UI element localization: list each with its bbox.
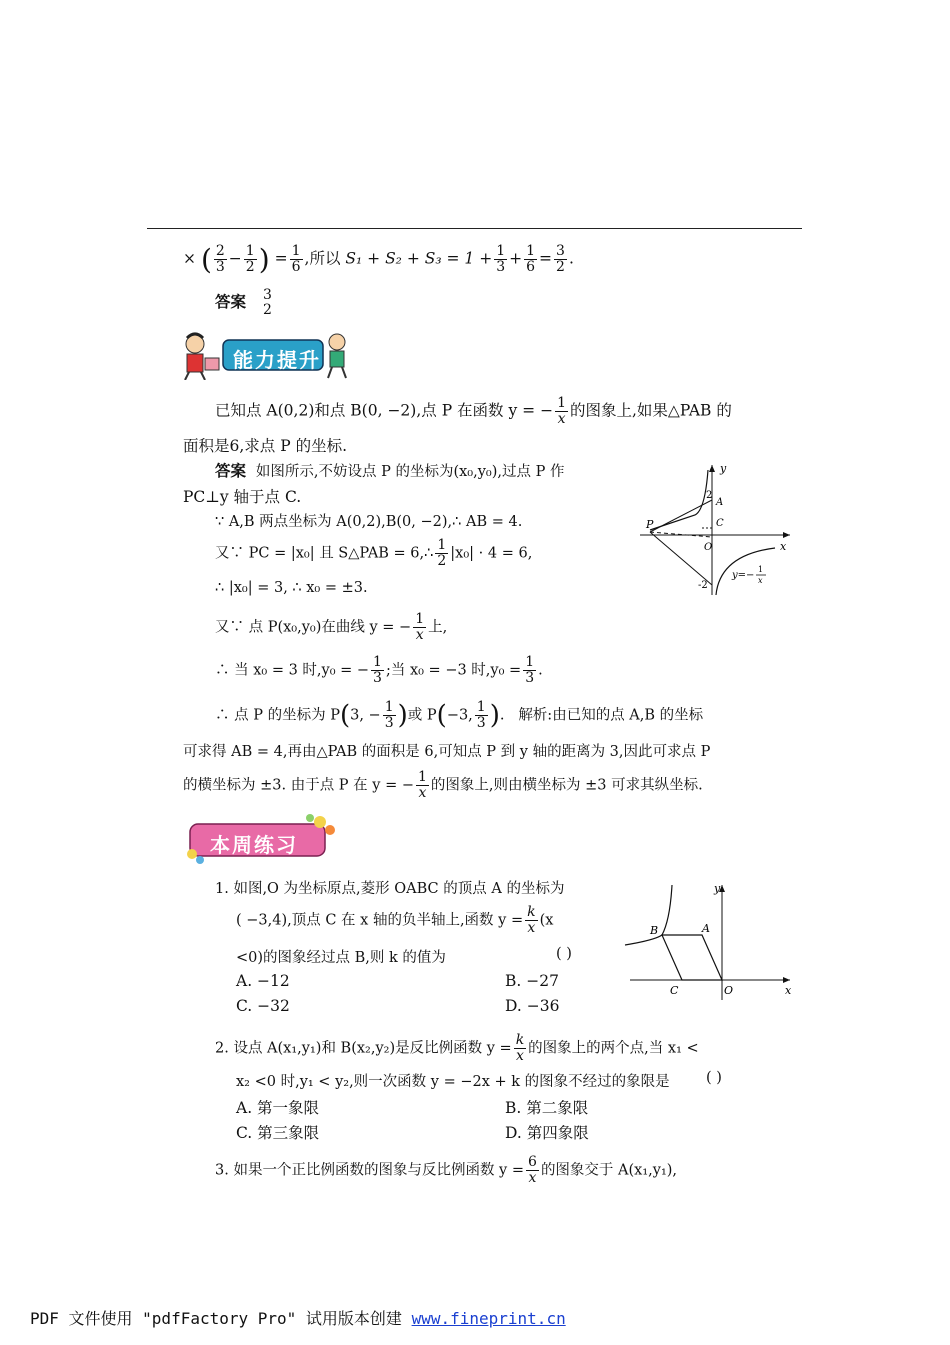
fig1-curve-den: x: [758, 576, 763, 585]
solution-line-10: 的横坐标为 ±3. 由于点 P 在 y = − $\frac{1}{x}$ 的图象上,则由横坐标为 ±3 可求其纵坐标.: [183, 769, 703, 801]
solution-line-6: 又∵ 点 P(x₀,y₀)在曲线 y = − $\frac{1}{x}$ 上,: [215, 611, 448, 643]
solution-line-9: 可求得 AB = 4,再由△PAB 的面积是 6,可知点 P 到 y 轴的距离为 3,因此可求点 P: [183, 744, 711, 760]
q2-option-a[interactable]: A. 第一象限: [236, 1099, 320, 1117]
fig1-tick-neg2: -2: [698, 580, 708, 591]
q1-option-b[interactable]: B. −27: [505, 972, 559, 990]
fig1-origin: O: [704, 542, 713, 553]
fig1-curve-label: y=−: [732, 570, 755, 581]
q1-line-1: 1. 如图,O 为坐标原点,菱形 OABC 的顶点 A 的坐标为: [215, 881, 565, 897]
fig2-point-b: B: [650, 924, 659, 937]
footer-text: PDF 文件使用 "pdfFactory Pro" 试用版本创建: [30, 1309, 402, 1328]
q2-option-d[interactable]: D. 第四象限: [505, 1124, 589, 1142]
answer-1: 答案 3 2: [215, 287, 272, 318]
fig2-point-a: A: [702, 922, 710, 935]
solution-line-5: ∴ |x₀| = 3, ∴ x₀ = ±3.: [215, 580, 368, 596]
figure-rhombus: [620, 880, 795, 1005]
q2-paren: ( ): [706, 1070, 722, 1086]
fig1-point-c: C: [716, 518, 724, 529]
fig1-y-label: y: [720, 462, 727, 475]
solution-line-3: ∵ A,B 两点坐标为 A(0,2),B(0, −2),∴ AB = 4.: [215, 514, 523, 530]
q1-line-3: <0)的图象经过点 B,则 k 的值为: [236, 950, 446, 966]
answer-label: 答案: [215, 293, 247, 311]
fig2-origin: O: [724, 984, 734, 997]
fig2-point-c: C: [670, 984, 679, 997]
fig2-x-label: x: [785, 984, 792, 997]
banner-weekly: [180, 810, 340, 866]
pdf-footer: [30, 1306, 566, 1329]
prev-solution-line: × ( $\frac{2}{3}$ − $\frac{1}{2}$ ) = $\frac{1}{6}$ ,所以 S₁ + S₂ + S₃ = 1 + $\frac{1}{3}$ + $\frac{1}{6}$ = $\frac{3}{2}$ .: [183, 243, 574, 276]
fig2-y-label: y: [714, 882, 721, 895]
fig1-point-a: A: [716, 497, 724, 508]
q3-line-1: 3. 如果一个正比例函数的图象与反比例函数 y = $\frac{6}{x}$ 的图象交于 A(x₁,y₁),: [215, 1154, 678, 1186]
q2-line-2: x₂ <0 时,y₁ < y₂,则一次函数 y = −2x + k 的图象不经过的象限是: [236, 1074, 670, 1090]
fig1-tick-2: 2: [706, 490, 713, 501]
footer-link[interactable]: www.fineprint.cn: [411, 1309, 566, 1328]
q2-option-b[interactable]: B. 第二象限: [505, 1099, 589, 1117]
solution-line-8: ∴ 点 P 的坐标为 P(3, − $\frac{1}{3}$ )或 P(−3, $\frac{1}{3}$ ). 解析:由已知的点 A,B 的坐标: [215, 699, 704, 731]
solution-line-1: 答案 如图所示,不妨设点 P 的坐标为(x₀,y₀),过点 P 作: [215, 462, 565, 480]
figure-hyperbola: [640, 460, 800, 600]
q1-option-d[interactable]: D. −36: [505, 997, 560, 1015]
solution-line-4: 又∵ PC = |x₀| 且 S△PAB = 6,∴ $\frac{1}{2}$ |x₀| · 4 = 6,: [215, 537, 533, 569]
q2-option-c[interactable]: C. 第三象限: [236, 1124, 320, 1142]
problem-line-2: 面积是6,求点 P 的坐标.: [183, 437, 347, 455]
solution-line-7: ∴ 当 x₀ = 3 时,y₀ = − $\frac{1}{3}$ ;当 x₀ = −3 时,y₀ = $\frac{1}{3}$ .: [215, 654, 543, 686]
problem-line-1: 已知点 A(0,2)和点 B(0, −2),点 P 在函数 y = − $\frac{1}{x}$ 的图象上,如果△PAB 的: [215, 395, 732, 427]
banner-ability-title: 能力提升: [233, 348, 321, 372]
q1-option-c[interactable]: C. −32: [236, 997, 290, 1015]
q1-paren: ( ): [556, 946, 572, 962]
q1-line-2: ( −3,4),顶点 C 在 x 轴的负半轴上,函数 y = $\frac{k}{x}$ (x: [236, 904, 554, 936]
q2-line-1: 2. 设点 A(x₁,y₁)和 B(x₂,y₂)是反比例函数 y = $\frac{k}{x}$ 的图象上的两个点,当 x₁ <: [215, 1032, 699, 1064]
banner-weekly-title: 本周练习: [210, 833, 298, 857]
fig1-curve-num: 1: [758, 565, 764, 574]
banner-ability: [175, 330, 355, 380]
fig1-x-label: x: [780, 540, 787, 553]
solution-line-2: PC⊥y 轴于点 C.: [183, 488, 302, 506]
q1-option-a[interactable]: A. −12: [236, 972, 290, 990]
fig1-point-p: P: [646, 518, 654, 531]
header-rule: [147, 228, 802, 229]
